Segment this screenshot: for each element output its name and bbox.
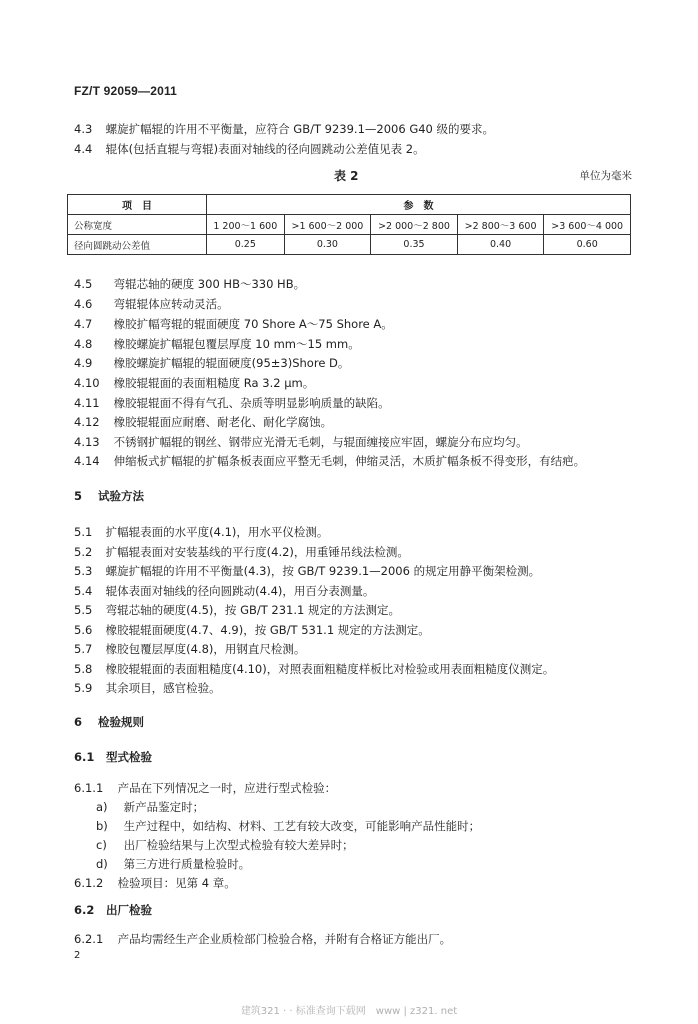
- clause-6-1-2: [74, 875, 236, 891]
- clause-5-6: [74, 622, 430, 638]
- table-row: [68, 235, 631, 255]
- clause-6-1-1: [74, 780, 336, 796]
- clause-text: 弯辊芯轴的硬度 300 HB～330 HB。: [113, 277, 306, 291]
- clause-6-2-1: [74, 931, 451, 947]
- clause-text: 扩幅辊表面对安装基线的平行度(4.2)，用重锤吊线法检测。: [105, 545, 409, 559]
- table-cell: 0.30: [284, 235, 371, 255]
- subsection-number: 6.1: [74, 750, 95, 764]
- table-cell: >2 800～3 600: [457, 215, 544, 235]
- clause-number: 4.3: [74, 122, 93, 136]
- clause-number: 4.9: [74, 356, 93, 370]
- subsection-title: 型式检验: [106, 750, 153, 764]
- clause-number: 4.13: [74, 435, 100, 449]
- clause-number: 6.1.2: [74, 876, 104, 890]
- subsection-number: 6.2: [74, 903, 95, 917]
- clause-text: 弯辊辊体应转动灵活。: [113, 297, 229, 311]
- clause-number: 4.5: [74, 277, 93, 291]
- clause-5-1: [74, 524, 328, 540]
- clause-text: 其余项目，感官检验。: [105, 681, 221, 695]
- clause-number: 5.6: [74, 623, 93, 637]
- table-cell: 0.35: [371, 235, 458, 255]
- list-item: [96, 799, 204, 815]
- table-row: [68, 215, 631, 235]
- clause-text: 产品在下列情况之一时，应进行型式检验：: [117, 781, 337, 795]
- clause-5-2: [74, 544, 409, 560]
- clause-4-4: [74, 141, 425, 157]
- clause-4-13: [74, 434, 528, 450]
- clause-text: 橡胶螺旋扩幅辊的辊面硬度(95±3)Shore D。: [113, 356, 350, 370]
- clause-text: 扩幅辊表面的水平度(4.1)，用水平仪检测。: [105, 525, 329, 539]
- clause-number: 5.1: [74, 525, 93, 539]
- clause-5-5: [74, 602, 400, 618]
- section-title: 检验规则: [98, 715, 145, 729]
- section-5-heading: [74, 488, 144, 504]
- clause-4-6: [74, 296, 229, 312]
- clause-text: 不锈钢扩幅辊的钢丝、钢带应光滑无毛刺，与辊面缠接应牢固，螺旋分布应均匀。: [113, 435, 528, 449]
- clause-text: 伸缩板式扩幅辊的扩幅条板表面应平整无毛刺，伸缩灵活，木质扩幅条板不得变形，有结疤。: [113, 454, 586, 468]
- clause-text: 橡胶辊辊面的表面粗糙度(4.10)，对照表面粗糙度样板比对检验或用表面粗糙度仪测定。: [105, 662, 555, 676]
- clause-4-10: [74, 375, 314, 391]
- clause-4-9: [74, 355, 349, 371]
- clause-4-7: [74, 316, 393, 332]
- clause-number: 4.10: [74, 376, 100, 390]
- table-cell: 1 200～1 600: [207, 215, 285, 235]
- clause-number: 4.8: [74, 337, 93, 351]
- clause-text: 检验项目：见第 4 章。: [117, 876, 236, 890]
- document-code: FZ/T 92059—2011: [74, 84, 178, 98]
- clause-text: 橡胶辊辊面的表面粗糙度 Ra 3.2 μm。: [113, 376, 315, 390]
- table-cell: >2 000～2 800: [371, 215, 458, 235]
- table-row-label: 公称宽度: [68, 215, 207, 235]
- clause-4-12: [74, 414, 332, 430]
- clause-number: 5.7: [74, 642, 93, 656]
- clause-text: 螺旋扩幅辊的许用不平衡量(4.3)，按 GB/T 9239.1—2006 的规定用静平衡架检测。: [105, 564, 541, 578]
- subsection-6-2-heading: [74, 902, 152, 918]
- clause-text: 橡胶螺旋扩幅辊包覆层厚度 10 mm～15 mm。: [113, 337, 360, 351]
- clause-text: 弯辊芯轴的硬度(4.5)，按 GB/T 231.1 规定的方法测定。: [105, 603, 401, 617]
- clause-number: 4.4: [74, 142, 93, 156]
- watermark-footer: 建筑321 · · 标准查询下载网 www | z321. net: [240, 1006, 458, 1017]
- table-unit-note: 单位为毫米: [579, 170, 632, 182]
- table-cell: 0.40: [457, 235, 544, 255]
- clause-text: 辊体(包括直辊与弯辊)表面对轴线的径向圆跳动公差值见表 2。: [105, 142, 425, 156]
- clause-4-3: [74, 121, 494, 137]
- table-cell: >3 600～4 000: [544, 215, 631, 235]
- page-number: 2: [74, 950, 81, 961]
- clause-5-4: [74, 583, 374, 599]
- clause-text: 橡胶包覆层厚度(4.8)，用钢直尺检测。: [105, 642, 306, 656]
- clause-4-5: [74, 276, 305, 292]
- section-title: 试验方法: [98, 489, 145, 503]
- clause-4-11: [74, 395, 390, 411]
- section-number: 6: [74, 715, 83, 729]
- clause-5-9: [74, 680, 221, 696]
- list-marker: a): [96, 800, 108, 814]
- clause-text: 橡胶辊辊面不得有气孔、杂质等明显影响质量的缺陷。: [113, 396, 390, 410]
- table-cell: >1 600～2 000: [284, 215, 371, 235]
- clause-text: 辊体表面对轴线的径向圆跳动(4.4)，用百分表测量。: [105, 584, 375, 598]
- list-item: [96, 856, 250, 872]
- clause-number: 5.4: [74, 584, 93, 598]
- clause-number: 4.14: [74, 454, 100, 468]
- clause-5-3: [74, 563, 540, 579]
- list-marker: d): [96, 857, 108, 871]
- clause-text: 橡胶辊辊面硬度(4.7、4.9)，按 GB/T 531.1 规定的方法测定。: [105, 623, 430, 637]
- clause-5-8: [74, 661, 554, 677]
- table-row-label: 径向圆跳动公差值: [68, 235, 207, 255]
- clause-number: 4.7: [74, 317, 93, 331]
- clause-number: 4.12: [74, 415, 100, 429]
- list-text: 生产过程中，如结构、材料、工艺有较大改变，可能影响产品性能时；: [123, 819, 481, 833]
- table-title: 表 2: [334, 169, 359, 183]
- clause-number: 6.2.1: [74, 932, 104, 946]
- section-6-heading: [74, 714, 144, 730]
- table-cell: 0.60: [544, 235, 631, 255]
- clause-number: 5.2: [74, 545, 93, 559]
- clause-number: 5.9: [74, 681, 93, 695]
- clause-4-14: [74, 453, 585, 469]
- clause-text: 产品均需经生产企业质检部门检验合格，并附有合格证方能出厂。: [117, 932, 452, 946]
- clause-5-7: [74, 641, 305, 657]
- table-cell: 0.25: [207, 235, 285, 255]
- list-text: 新产品鉴定时；: [123, 800, 205, 814]
- list-text: 出厂检验结果与上次型式检验有较大差异时；: [123, 838, 354, 852]
- list-marker: c): [96, 838, 107, 852]
- clause-4-8: [74, 336, 360, 352]
- subsection-6-1-heading: [74, 749, 152, 765]
- table-header-item: 项 目: [68, 195, 207, 215]
- clause-number: 5.5: [74, 603, 93, 617]
- clause-number: 4.11: [74, 396, 100, 410]
- subsection-title: 出厂检验: [106, 903, 153, 917]
- clause-text: 橡胶扩幅弯辊的辊面硬度 70 Shore A～75 Shore A。: [113, 317, 393, 331]
- clause-number: 5.8: [74, 662, 93, 676]
- clause-number: 4.6: [74, 297, 93, 311]
- list-marker: b): [96, 819, 108, 833]
- list-item: [96, 818, 480, 834]
- clause-text: 橡胶辊辊面应耐磨、耐老化、耐化学腐蚀。: [113, 415, 333, 429]
- clause-number: 5.3: [74, 564, 93, 578]
- clause-text: 螺旋扩幅辊的许用不平衡量，应符合 GB/T 9239.1—2006 G40 级的要求。: [105, 122, 495, 136]
- tolerance-table: [67, 194, 631, 255]
- section-number: 5: [74, 489, 83, 503]
- clause-number: 6.1.1: [74, 781, 104, 795]
- table-header-row: [68, 195, 631, 215]
- list-item: [96, 837, 354, 853]
- list-text: 第三方进行质量检验时。: [123, 857, 251, 871]
- table-header-params: 参 数: [207, 195, 631, 215]
